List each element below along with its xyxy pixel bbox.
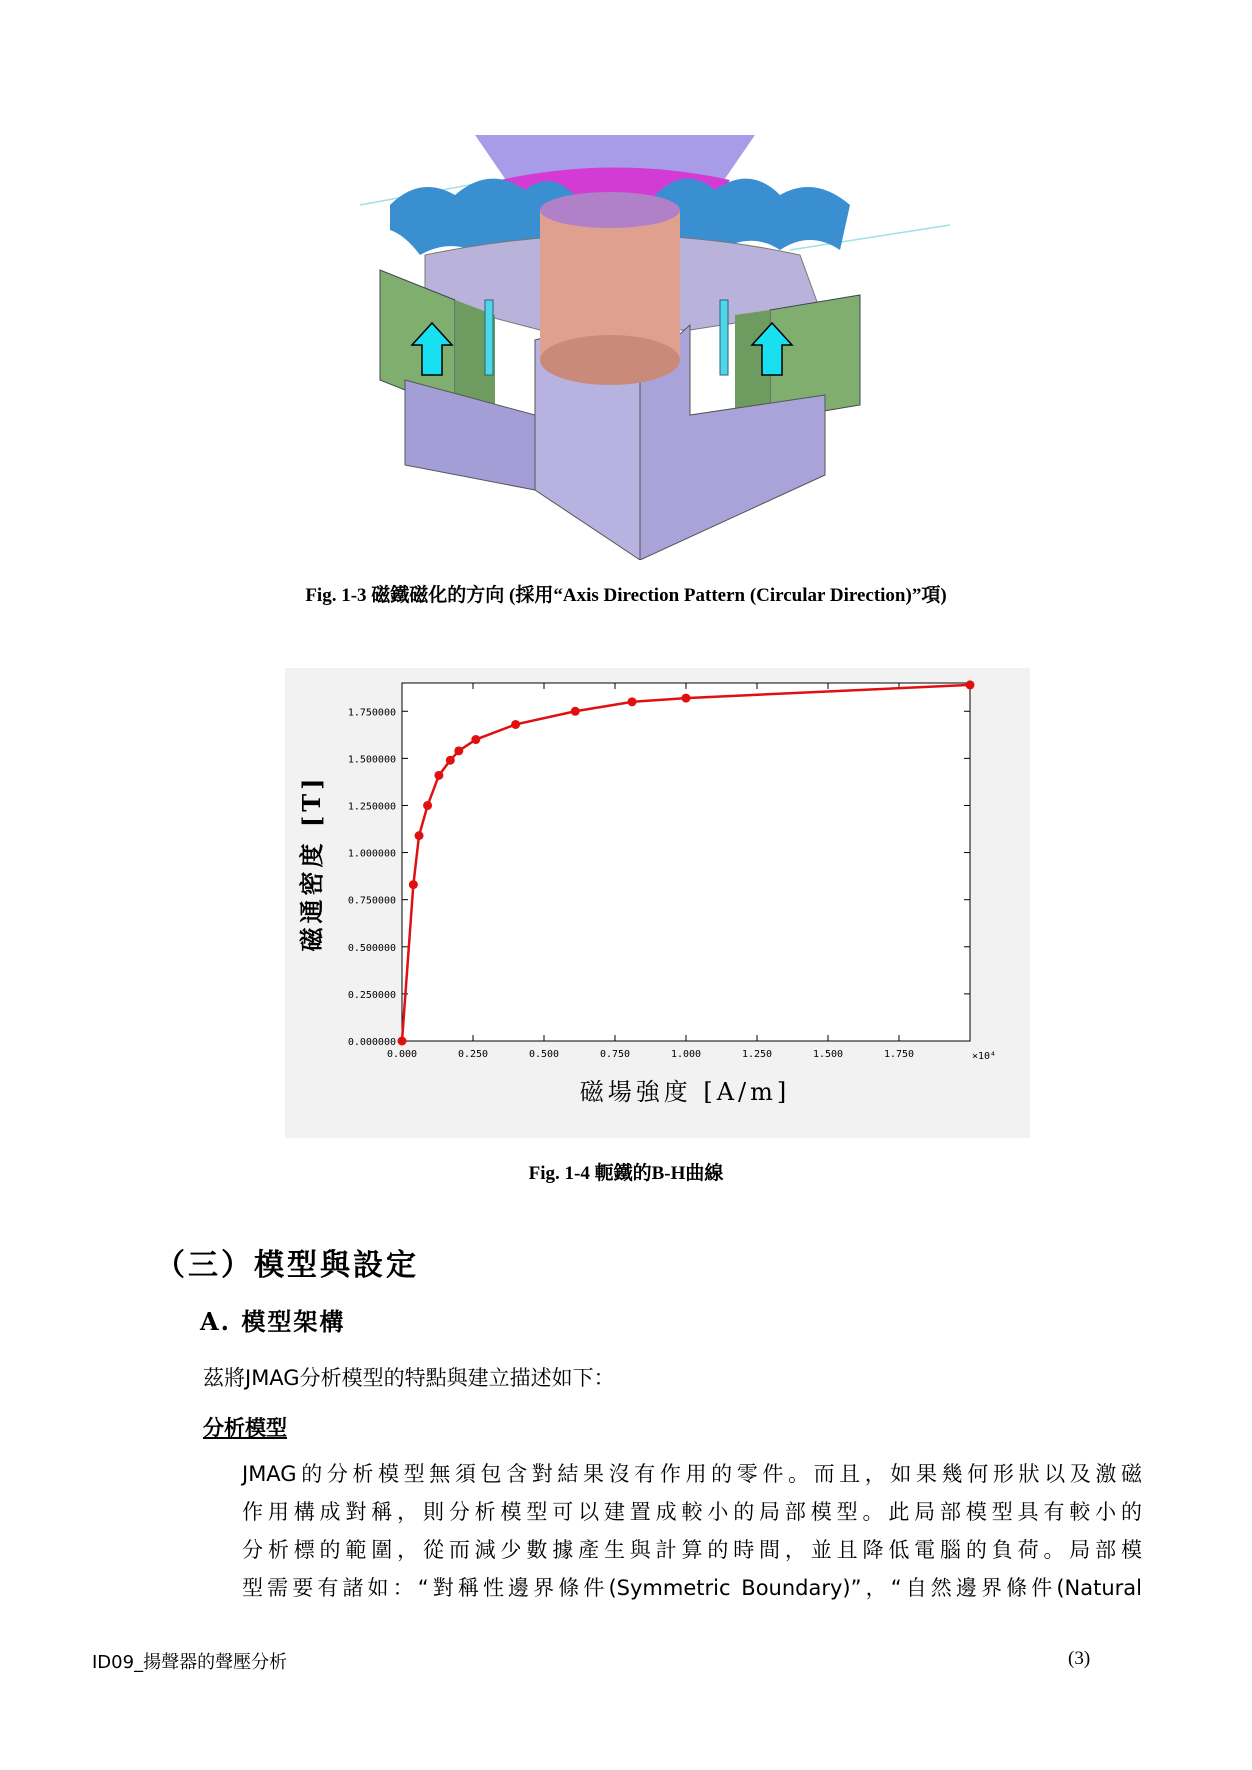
data-point <box>571 707 580 716</box>
footer-document-title: ID09_揚聲器的聲壓分析 <box>92 1652 288 1673</box>
plot-area <box>402 683 970 1041</box>
bh-curve-chart <box>285 668 1030 1138</box>
data-point <box>409 880 418 889</box>
x-tick-label: 1.750 <box>883 1049 915 1060</box>
data-point <box>471 735 480 744</box>
x-tick-label: 1.500 <box>812 1049 844 1060</box>
paragraph-line-2: 作用構成對稱，則分析模型可以建置成較小的局部模型。此局部模型具有較小的 <box>242 1500 1142 1524</box>
y-tick-label: 0.250000 <box>347 989 396 1001</box>
x-axis-label: 磁場強度 [A/m] <box>579 1078 791 1106</box>
y-tick-label: 1.500000 <box>347 754 396 766</box>
data-point <box>446 756 455 765</box>
x-tick-label: 0.750 <box>599 1049 631 1060</box>
data-point <box>454 746 463 755</box>
y-tick-label: 0.750000 <box>347 895 396 907</box>
y-tick-label: 1.000000 <box>347 848 396 860</box>
paragraph-line-4: 型需要有諸如：“對稱性邊界條件(Symmetric Boundary)”，“自然邊界條件(Natural <box>242 1576 1142 1600</box>
x-axis-multiplier: ×10⁴ <box>972 1051 997 1062</box>
data-point <box>682 694 691 703</box>
data-point <box>511 720 520 729</box>
data-point <box>415 831 424 840</box>
data-point <box>966 680 975 689</box>
section-heading: （三）模型與設定 <box>155 1248 419 1283</box>
intro-text: 茲將JMAG分析模型的特點與建立描述如下： <box>203 1366 615 1390</box>
x-tick-label: 1.250 <box>741 1049 773 1060</box>
x-tick-label: 1.000 <box>670 1049 702 1060</box>
magnet-model-figure <box>360 135 950 560</box>
footer-page-number: (3) <box>1068 1648 1091 1669</box>
figure-1-4-caption: Fig. 1-4 軛鐵的B-H曲線 <box>528 1163 724 1184</box>
paragraph-line-1: JMAG的分析模型無須包含對結果沒有作用的零件。而且，如果幾何形狀以及激磁 <box>242 1462 1142 1486</box>
subsection-heading: A. 模型架構 <box>200 1307 346 1336</box>
y-tick-label: 1.750000 <box>347 707 396 719</box>
data-point <box>628 697 637 706</box>
y-tick-label: 1.250000 <box>347 801 396 813</box>
paragraph-line-3: 分析標的範圍，從而減少數據產生與計算的時間，並且降低電腦的負荷。局部模 <box>242 1538 1142 1562</box>
x-tick-label: 0.500 <box>528 1049 560 1060</box>
data-point <box>434 771 443 780</box>
y-axis-label: 磁通密度 [T] <box>297 774 326 952</box>
x-tick-label: 0.000 <box>386 1049 418 1060</box>
x-tick-label: 0.250 <box>457 1049 489 1060</box>
y-tick-label: 0.000000 <box>347 1037 396 1048</box>
y-tick-label: 0.500000 <box>347 942 396 954</box>
figure-1-3-caption: Fig. 1-3 磁鐵磁化的方向 (採用“Axis Direction Pattern (Circular Direction)”項) <box>305 585 947 606</box>
analysis-model-heading: 分析模型 <box>203 1416 287 1440</box>
data-point <box>398 1037 407 1046</box>
data-point <box>423 801 432 810</box>
